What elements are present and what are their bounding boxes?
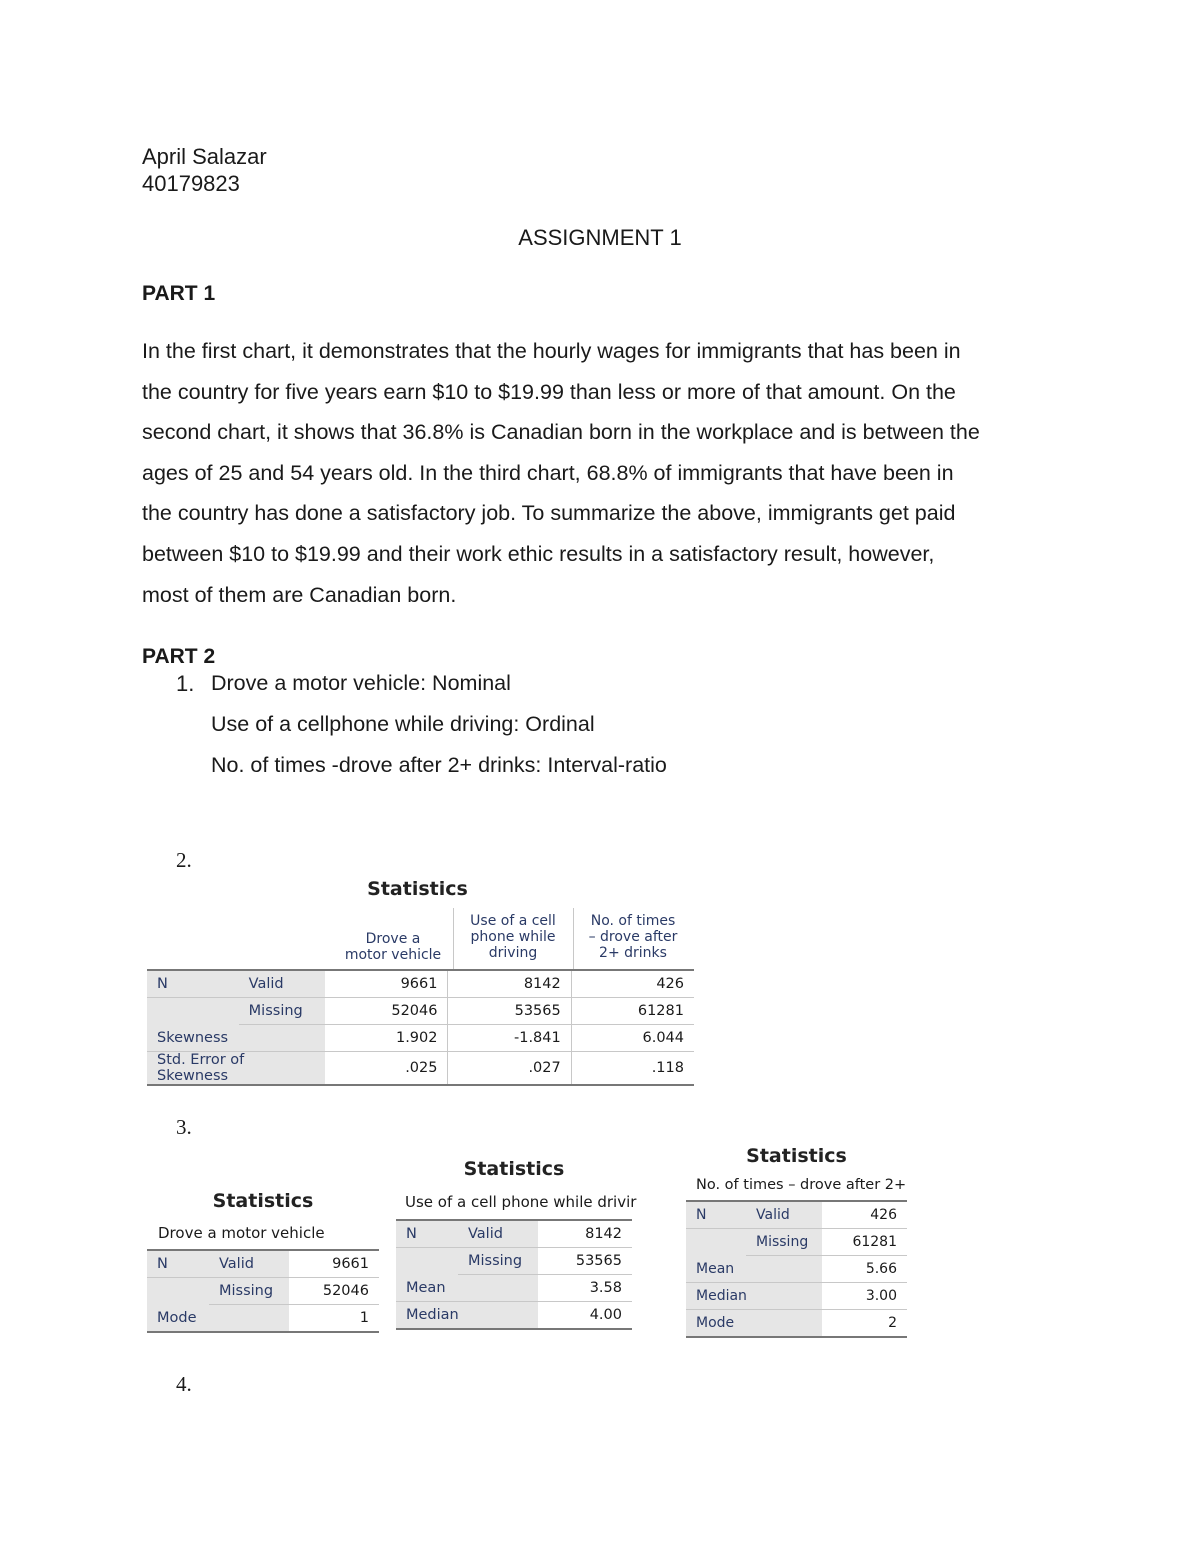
table-caption: Use of a cell phone while drivir <box>405 1193 637 1211</box>
cell-value: 8142 <box>448 970 571 998</box>
table-row <box>686 1201 907 1229</box>
column-header-cellphone <box>453 913 573 961</box>
header-line: Use of a cell <box>470 913 556 929</box>
paragraph-line: second chart, it shows that 36.8% is Canadian born in the workplace and is between the <box>142 420 980 445</box>
table-row <box>686 1283 907 1310</box>
row-label: Mean <box>686 1256 822 1283</box>
table-row <box>396 1248 632 1275</box>
measurement-level-2: Use of a cellphone while driving: Ordinal <box>211 712 595 736</box>
table-row <box>396 1302 632 1330</box>
table-row <box>686 1256 907 1283</box>
table-title: Statistics <box>463 1158 565 1180</box>
measurement-level-3: No. of times -drove after 2+ drinks: Interval-ratio <box>211 753 667 777</box>
cell-value: 8142 <box>538 1220 632 1248</box>
table-row <box>147 998 694 1025</box>
row-sublabel: Valid <box>458 1220 538 1248</box>
table-title: Statistics <box>746 1145 847 1167</box>
cell-value: .118 <box>571 1052 694 1086</box>
row-sublabel: Missing <box>458 1248 538 1275</box>
row-label: Mode <box>686 1310 822 1338</box>
paragraph-line: most of them are Canadian born. <box>142 582 457 607</box>
row-sublabel: Missing <box>209 1278 289 1305</box>
row-sublabel: Valid <box>209 1250 289 1278</box>
table-caption: Drove a motor vehicle <box>158 1224 325 1242</box>
table-row <box>147 970 694 998</box>
row-label: Skewness <box>147 1025 325 1052</box>
row-sublabel: Valid <box>239 970 326 998</box>
header-line: – drove after <box>588 929 678 945</box>
table-title: Statistics <box>367 878 468 900</box>
cell-value: 9661 <box>325 970 448 998</box>
cell-value: 52046 <box>325 998 448 1025</box>
row-sublabel: Valid <box>746 1201 822 1229</box>
cell-value: 61281 <box>571 998 694 1025</box>
cell-value: 3.00 <box>822 1283 907 1310</box>
cell-value: 426 <box>822 1201 907 1229</box>
cell-value: 2 <box>822 1310 907 1338</box>
table-title: Statistics <box>212 1190 314 1212</box>
author-name: April Salazar <box>142 144 267 169</box>
row-sublabel: Missing <box>746 1229 822 1256</box>
cell-value: 61281 <box>822 1229 907 1256</box>
table-caption: No. of times – drove after 2+ <box>696 1177 907 1193</box>
cell-value: .027 <box>448 1052 571 1086</box>
header-line: Drove a <box>365 931 421 947</box>
paragraph-line: the country has done a satisfactory job. To summarize the above, immigrants get paid <box>142 501 956 526</box>
header-line: 2+ drinks <box>599 945 667 961</box>
row-label: N <box>147 1250 209 1278</box>
column-header-drove <box>333 931 453 963</box>
list-number-4: 4. <box>176 1372 192 1396</box>
paragraph-line: between $10 to $19.99 and their work ethic results in a satisfactory result, however, <box>142 541 935 566</box>
row-label: Median <box>686 1283 822 1310</box>
cell-value: .025 <box>325 1052 448 1086</box>
cell-value: 4.00 <box>538 1302 632 1330</box>
header-line: No. of times <box>590 913 676 929</box>
cell-value: 53565 <box>448 998 571 1025</box>
list-number-3: 3. <box>176 1115 192 1139</box>
cell-value: 3.58 <box>538 1275 632 1302</box>
row-label: N <box>686 1201 746 1229</box>
row-sublabel: Missing <box>239 998 326 1025</box>
row-label: N <box>147 970 239 998</box>
list-number-1: 1. <box>176 671 195 696</box>
cell-value: 52046 <box>289 1278 379 1305</box>
paragraph-line: ages of 25 and 54 years old. In the third chart, 68.8% of immigrants that have been in <box>142 460 954 485</box>
cell-value: 1 <box>289 1305 379 1333</box>
row-label <box>686 1229 746 1256</box>
table-row <box>147 1305 379 1333</box>
row-label: Mode <box>147 1305 289 1333</box>
table-row <box>686 1310 907 1338</box>
row-label <box>147 998 239 1025</box>
header-line: driving <box>488 945 538 961</box>
row-label: Std. Error of Skewness <box>147 1052 325 1086</box>
column-header-drinks <box>573 913 693 961</box>
table-row <box>686 1229 907 1256</box>
cell-value: 5.66 <box>822 1256 907 1283</box>
part2-heading: PART 2 <box>142 645 216 668</box>
part1-paragraph <box>142 331 1072 615</box>
cell-value: 9661 <box>289 1250 379 1278</box>
table-row <box>147 1278 379 1305</box>
cell-value: 426 <box>571 970 694 998</box>
document-title: ASSIGNMENT 1 <box>518 225 682 250</box>
header-line: phone while <box>470 929 556 945</box>
row-label <box>147 1278 209 1305</box>
table-row <box>396 1275 632 1302</box>
cell-value: 1.902 <box>325 1025 448 1052</box>
cell-value: 53565 <box>538 1248 632 1275</box>
row-label: Mean <box>396 1275 538 1302</box>
table-row <box>147 1025 694 1052</box>
row-label <box>396 1248 458 1275</box>
cell-value: 6.044 <box>571 1025 694 1052</box>
row-label: Median <box>396 1302 538 1330</box>
table-row <box>147 1250 379 1278</box>
paragraph-line: In the first chart, it demonstrates that the hourly wages for immigrants that has been in <box>142 339 961 363</box>
table-row <box>147 1052 694 1086</box>
measurement-level-1: Drove a motor vehicle: Nominal <box>211 671 511 695</box>
cell-value: -1.841 <box>448 1025 571 1052</box>
part1-heading: PART 1 <box>142 282 216 305</box>
table-row <box>396 1220 632 1248</box>
student-id: 40179823 <box>142 171 240 196</box>
paragraph-line: the country for five years earn $10 to $19.99 than less or more of that amount. On the <box>142 379 956 404</box>
header-line: motor vehicle <box>344 947 442 963</box>
list-number-2: 2. <box>176 848 192 872</box>
row-label: N <box>396 1220 458 1248</box>
